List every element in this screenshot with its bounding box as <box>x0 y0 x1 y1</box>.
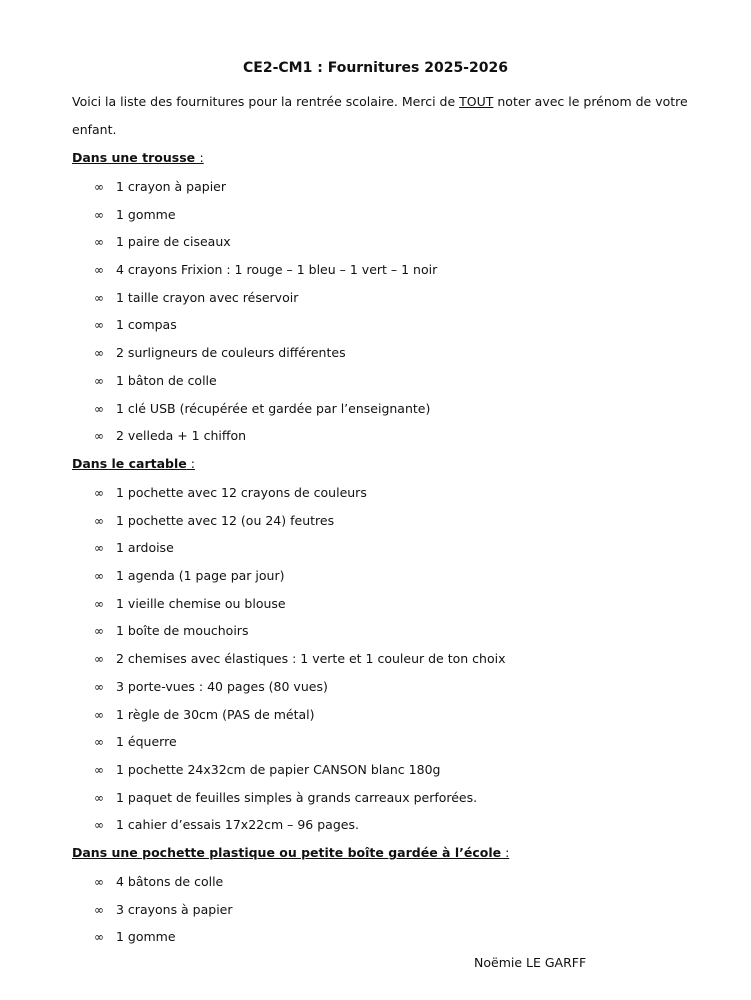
list-item-label: 1 gomme <box>116 929 176 945</box>
list-item-label: 1 pochette avec 12 crayons de couleurs <box>116 485 367 500</box>
list-item-label: 1 ardoise <box>116 540 174 556</box>
bullet-icon: ∞ <box>94 707 104 722</box>
bullet-icon: ∞ <box>94 486 104 500</box>
bullet-icon: ∞ <box>94 875 104 889</box>
list-item <box>94 562 505 590</box>
list-item-label: 1 gomme <box>116 206 176 222</box>
list-item-label: 1 crayon à papier <box>116 179 227 194</box>
list-item <box>94 896 233 924</box>
list-item-label: 2 chemises avec élastiques : 1 verte et 1 couleur de ton choix <box>116 651 506 667</box>
list-item-label: 4 bâtons de colle <box>116 874 224 889</box>
list-item-label: 1 bâton de colle <box>116 372 217 388</box>
bullet-icon: ∞ <box>94 735 104 750</box>
list-item-label: 1 paire de ciseaux <box>116 234 231 250</box>
list-item-label: 1 agenda (1 page par jour) <box>116 568 285 584</box>
section-heading-colon: : <box>186 456 195 471</box>
list-item <box>94 284 437 312</box>
list-item <box>94 507 505 535</box>
list-item <box>94 228 437 256</box>
list-item-label: 1 taille crayon avec réservoir <box>116 289 299 305</box>
list-item <box>94 256 437 284</box>
page-title: CE2-CM1 : Fournitures 2025-2026 <box>243 60 508 76</box>
list-item <box>94 673 505 701</box>
list-item <box>94 367 437 395</box>
bullet-icon: ∞ <box>94 429 104 444</box>
list-item <box>94 590 505 618</box>
bullet-icon: ∞ <box>94 596 104 611</box>
list-item-label: 1 équerre <box>116 734 177 750</box>
bullet-icon: ∞ <box>94 930 104 945</box>
list-item <box>94 645 505 673</box>
section-heading-colon: : <box>199 150 204 165</box>
list-item-label: 1 cahier d’essais 17x22cm – 96 pages. <box>116 817 359 833</box>
list-item <box>94 311 437 339</box>
bullet-icon: ∞ <box>94 762 104 777</box>
list-item <box>94 339 437 367</box>
list-item <box>94 811 505 839</box>
list-item <box>94 728 505 756</box>
list-item-label: 1 règle de 30cm (PAS de métal) <box>116 706 315 722</box>
bullet-icon: ∞ <box>94 902 104 917</box>
bullet-icon: ∞ <box>94 513 104 528</box>
list-item <box>94 173 437 201</box>
list-item-label: 2 surligneurs de couleurs différentes <box>116 345 346 361</box>
bullet-icon: ∞ <box>94 235 104 250</box>
bullet-icon: ∞ <box>94 818 104 833</box>
list-item <box>94 868 233 896</box>
intro-emphasis: TOUT <box>459 94 494 109</box>
bullet-icon: ∞ <box>94 401 104 416</box>
bullet-icon: ∞ <box>94 263 104 278</box>
intro-paragraph <box>72 88 712 144</box>
list-item-label: 1 pochette 24x32cm de papier CANSON blanc 180g <box>116 761 441 777</box>
list-item <box>94 923 233 951</box>
section-heading-pochette <box>72 845 509 860</box>
bullet-icon: ∞ <box>94 541 104 556</box>
list-pochette <box>94 868 233 951</box>
list-item-label: 1 compas <box>116 317 177 333</box>
bullet-icon: ∞ <box>94 373 104 388</box>
list-item-label: 1 vieille chemise ou blouse <box>116 595 286 611</box>
section-heading-text: Dans une trousse <box>72 150 200 165</box>
section-heading-colon: : <box>501 845 510 860</box>
list-item <box>94 617 505 645</box>
list-item-label: 1 paquet de feuilles simples à grands carreaux perforées. <box>116 789 478 805</box>
list-trousse <box>94 173 437 450</box>
bullet-icon: ∞ <box>94 790 104 805</box>
list-item <box>94 395 437 423</box>
list-item <box>94 756 505 784</box>
list-item-label: 2 velleda + 1 chiffon <box>116 428 247 444</box>
section-heading-trousse <box>72 150 204 165</box>
bullet-icon: ∞ <box>94 180 104 194</box>
list-item-label: 1 boîte de mouchoirs <box>116 623 249 639</box>
bullet-icon: ∞ <box>94 207 104 222</box>
bullet-icon: ∞ <box>94 569 104 584</box>
intro-text-before: Voici la liste des fournitures pour la rentrée scolaire. Merci de <box>72 94 460 109</box>
intro-text-after: noter avec le prénom de votre enfant. <box>72 94 688 137</box>
bullet-icon: ∞ <box>94 318 104 333</box>
bullet-icon: ∞ <box>94 652 104 667</box>
bullet-icon: ∞ <box>94 624 104 639</box>
list-item <box>94 701 505 729</box>
section-heading-cartable <box>72 456 195 471</box>
list-item-label: 1 pochette avec 12 (ou 24) feutres <box>116 512 335 528</box>
section-heading-text: Dans le cartable <box>72 456 187 471</box>
section-heading-text: Dans une pochette plastique ou petite boîte gardée à l’école <box>72 845 502 860</box>
bullet-icon: ∞ <box>94 679 104 694</box>
list-item-label: 3 porte-vues : 40 pages (80 vues) <box>116 678 328 694</box>
list-item-label: 4 crayons Frixion : 1 rouge – 1 bleu – 1 vert – 1 noir <box>116 262 438 278</box>
bullet-icon: ∞ <box>94 290 104 305</box>
list-item <box>94 784 505 812</box>
bullet-icon: ∞ <box>94 346 104 361</box>
list-item <box>94 422 437 450</box>
list-cartable <box>94 479 505 839</box>
list-item-label: 1 clé USB (récupérée et gardée par l’enseignante) <box>116 400 431 416</box>
list-item <box>94 534 505 562</box>
signature: Noëmie LE GARFF <box>474 955 587 970</box>
list-item <box>94 201 437 229</box>
list-item <box>94 479 505 507</box>
list-item-label: 3 crayons à papier <box>116 901 233 917</box>
